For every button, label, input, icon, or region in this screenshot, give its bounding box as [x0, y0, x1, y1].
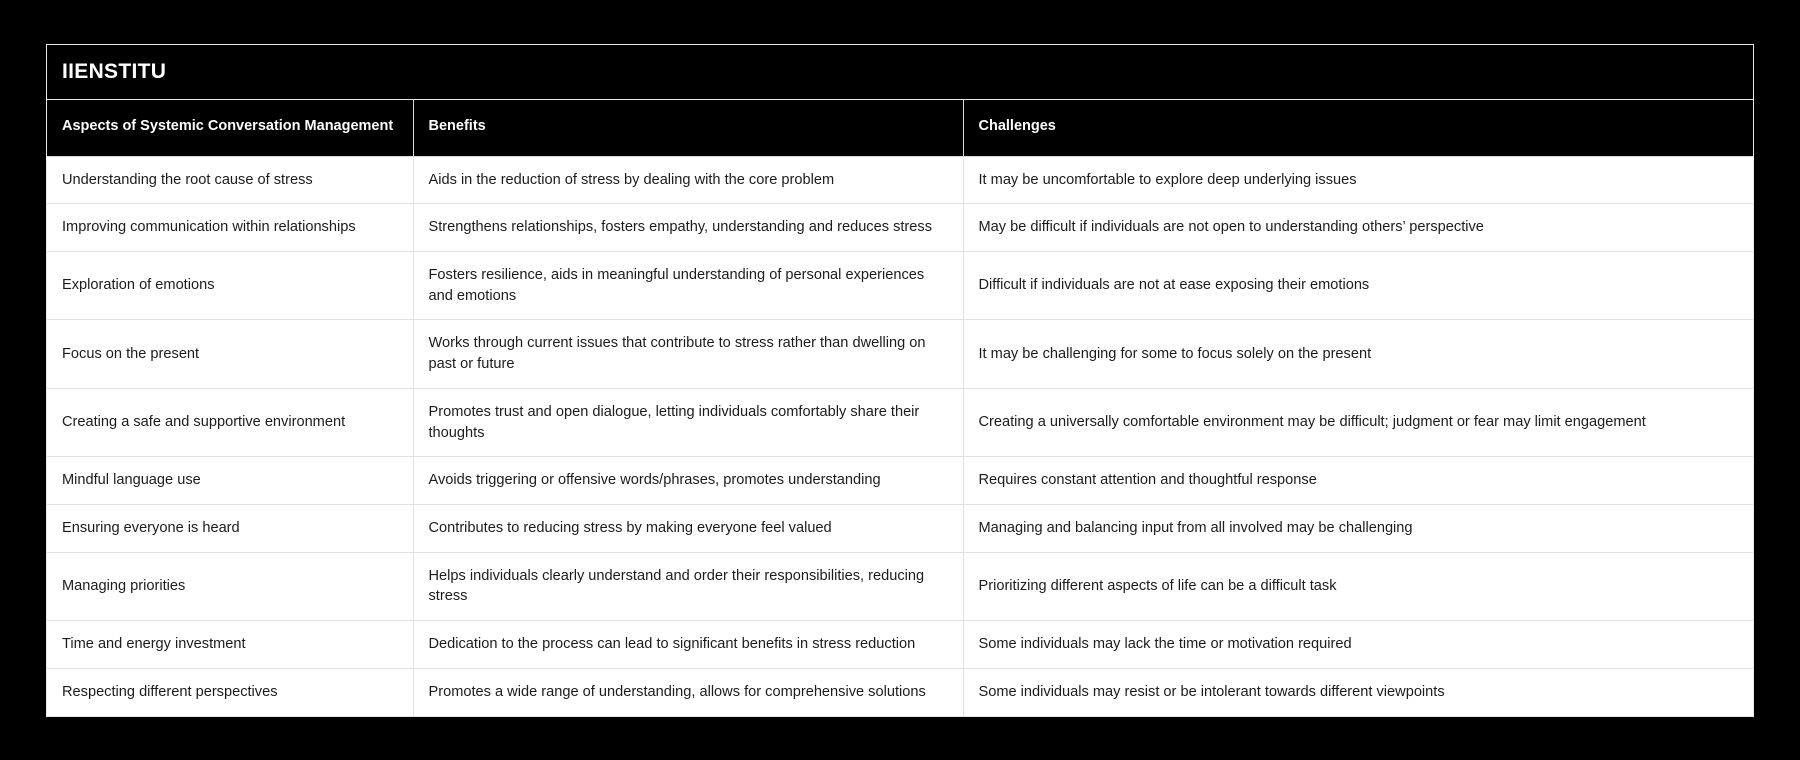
table-row — [47, 552, 1753, 620]
cell-aspect: Respecting different perspectives — [47, 668, 413, 716]
brand-title: IIENSTITU — [62, 60, 167, 83]
table-header-row — [47, 100, 1753, 156]
cell-challenge: Requires constant attention and thoughtful response — [963, 457, 1753, 505]
cell-benefit: Contributes to reducing stress by making everyone feel valued — [413, 504, 963, 552]
cell-aspect: Creating a safe and supportive environment — [47, 388, 413, 456]
cell-aspect: Focus on the present — [47, 320, 413, 388]
cell-aspect: Understanding the root cause of stress — [47, 156, 413, 204]
cell-benefit: Dedication to the process can lead to significant benefits in stress reduction — [413, 621, 963, 669]
cell-challenge: Managing and balancing input from all involved may be challenging — [963, 504, 1753, 552]
table-row — [47, 320, 1753, 388]
cell-aspect: Time and energy investment — [47, 621, 413, 669]
cell-aspect: Exploration of emotions — [47, 251, 413, 319]
table-row — [47, 204, 1753, 252]
cell-benefit: Promotes trust and open dialogue, letting individuals comfortably share their thoughts — [413, 388, 963, 456]
cell-benefit: Aids in the reduction of stress by dealing with the core problem — [413, 156, 963, 204]
cell-aspect: Managing priorities — [47, 552, 413, 620]
cell-aspect: Improving communication within relationships — [47, 204, 413, 252]
cell-challenge: It may be uncomfortable to explore deep underlying issues — [963, 156, 1753, 204]
cell-challenge: Difficult if individuals are not at ease exposing their emotions — [963, 251, 1753, 319]
table-row — [47, 457, 1753, 505]
cell-benefit: Works through current issues that contribute to stress rather than dwelling on past or future — [413, 320, 963, 388]
table-body — [47, 156, 1753, 716]
cell-challenge: May be difficult if individuals are not open to understanding others’ perspective — [963, 204, 1753, 252]
cell-challenge: Prioritizing different aspects of life can be a difficult task — [963, 552, 1753, 620]
column-header-benefits: Benefits — [413, 100, 963, 156]
cell-challenge: Some individuals may lack the time or motivation required — [963, 621, 1753, 669]
brand-header — [47, 45, 1753, 100]
cell-aspect: Mindful language use — [47, 457, 413, 505]
cell-benefit: Strengthens relationships, fosters empathy, understanding and reduces stress — [413, 204, 963, 252]
cell-challenge: Some individuals may resist or be intolerant towards different viewpoints — [963, 668, 1753, 716]
cell-aspect: Ensuring everyone is heard — [47, 504, 413, 552]
cell-benefit: Helps individuals clearly understand and order their responsibilities, reducing stress — [413, 552, 963, 620]
cell-benefit: Fosters resilience, aids in meaningful understanding of personal experiences and emotions — [413, 251, 963, 319]
table-row — [47, 504, 1753, 552]
table-row — [47, 668, 1753, 716]
table-card — [46, 44, 1754, 717]
column-header-aspects: Aspects of Systemic Conversation Management — [47, 100, 413, 156]
table-row — [47, 388, 1753, 456]
table-row — [47, 251, 1753, 319]
table-row — [47, 156, 1753, 204]
column-header-challenges: Challenges — [963, 100, 1753, 156]
table-header — [47, 100, 1753, 156]
cell-challenge: Creating a universally comfortable environment may be difficult; judgment or fear may limit engagement — [963, 388, 1753, 456]
cell-benefit: Promotes a wide range of understanding, allows for comprehensive solutions — [413, 668, 963, 716]
cell-challenge: It may be challenging for some to focus solely on the present — [963, 320, 1753, 388]
cell-benefit: Avoids triggering or offensive words/phrases, promotes understanding — [413, 457, 963, 505]
table-row — [47, 621, 1753, 669]
comparison-table — [47, 100, 1753, 717]
